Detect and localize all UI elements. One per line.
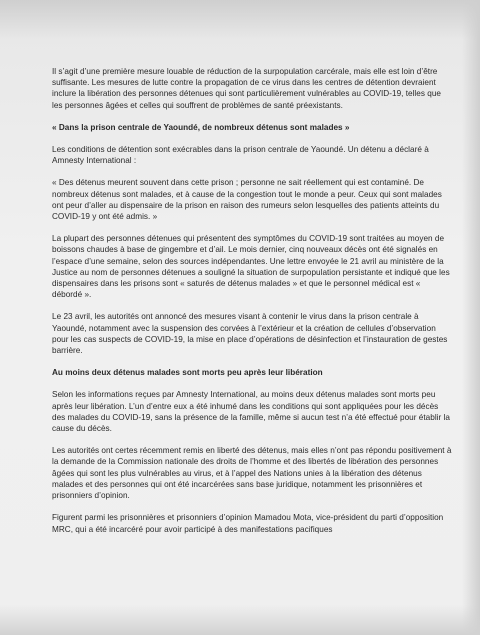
paragraph-prisoners-opinion: Figurent parmi les prisonnières et prisonniers d’opinion Mamadou Mota, vice-président du parti d’opposition MRC, qui a été incarcéré pour avoir participé à des manifestations pacifiques [52, 513, 444, 534]
page-shadow-bottom [0, 605, 480, 635]
paragraph-authorities: Les autorités ont certes récemment remis en liberté des détenus, mais elles n’ont pas répondu positivement à la demande de la Commission nationale des droits de l’homme et des libertés de libération des personnes âgées qui sont les plus vulnérables au virus, et à l’appel des Nations unies à la libération des détenus malades et des personnes qui ont été incarcérées sans base juridique, notamment les prisonnières et prisonniers d’opinion. [52, 446, 452, 501]
page-shadow-top [0, 0, 480, 40]
paragraph-detainee-quote: « Des détenus meurent souvent dans cette prison ; personne ne sait réellement qui est contaminé. De nombreux détenus sont malades, et à cause de la congestion tout le monde a peur. Ceux qui sont malades ont peur d’aller au dispensaire de la prison en raison des rumeurs selon lesquelles des patients atteints du COVID-19 y ont été admis. » [52, 178, 442, 222]
section-heading-deaths: Au moins deux détenus malades sont morts peu après leur libération [52, 368, 323, 378]
paragraph-deaths: Selon les informations reçues par Amnesty International, au moins deux détenus malades sont morts peu après leur libération. L’un d’entre eux a été inhumé dans les conditions qui sont appliquées pour les décès des malades du COVID-19, sans la présence de la famille, même si aucun test n’a été effectué pour établir la cause du décès. [52, 390, 450, 434]
paragraph-symptoms: La plupart des personnes détenues qui présentent des symptômes du COVID-19 sont traitées au moyen de boissons chaudes à base de gingembre et d’ail. Le mois dernier, cinq nouveaux décès ont été signalés en l’espace d’une semaine, selon des sources indépendantes. Une lettre envoyée le 21 avril au ministère de la Justice au nom de personnes détenues a souligné la situation de surpopulation persistante et indiqué que les dispensaires dans les prisons sont « saturés de détenus malades » et que le personnel médical est « débordé ». [52, 234, 450, 300]
document-body [52, 66, 452, 546]
paragraph-april-measures: Le 23 avril, les autorités ont annoncé des mesures visant à contenir le virus dans la prison centrale à Yaoundé, notamment avec la suspension des corvées à l’extérieur et la création de cellules d’observation pour les cas suspects de COVID-19, la mise en place d’opérations de désinfection et l’instauration de gestes barrière. [52, 312, 448, 356]
page-shadow-right [462, 0, 480, 635]
paragraph-conditions: Les conditions de détention sont exécrables dans la prison centrale de Yaoundé. Un détenu a déclaré à Amnesty International : [52, 145, 429, 166]
section-heading-yaounde: « Dans la prison centrale de Yaoundé, de nombreux détenus sont malades » [52, 122, 350, 132]
paragraph-intro: Il s’agit d’une première mesure louable de réduction de la surpopulation carcérale, mais elle est loin d’être suffisante. Les mesures de lutte contre la propagation de ce virus dans les centres de détention devraient inclure la libération des personnes détenues qui sont particulièrement vulnérables au COVID-19, telles que les personnes âgées et celles qui souffrent de problèmes de santé préexistants. [52, 67, 441, 110]
